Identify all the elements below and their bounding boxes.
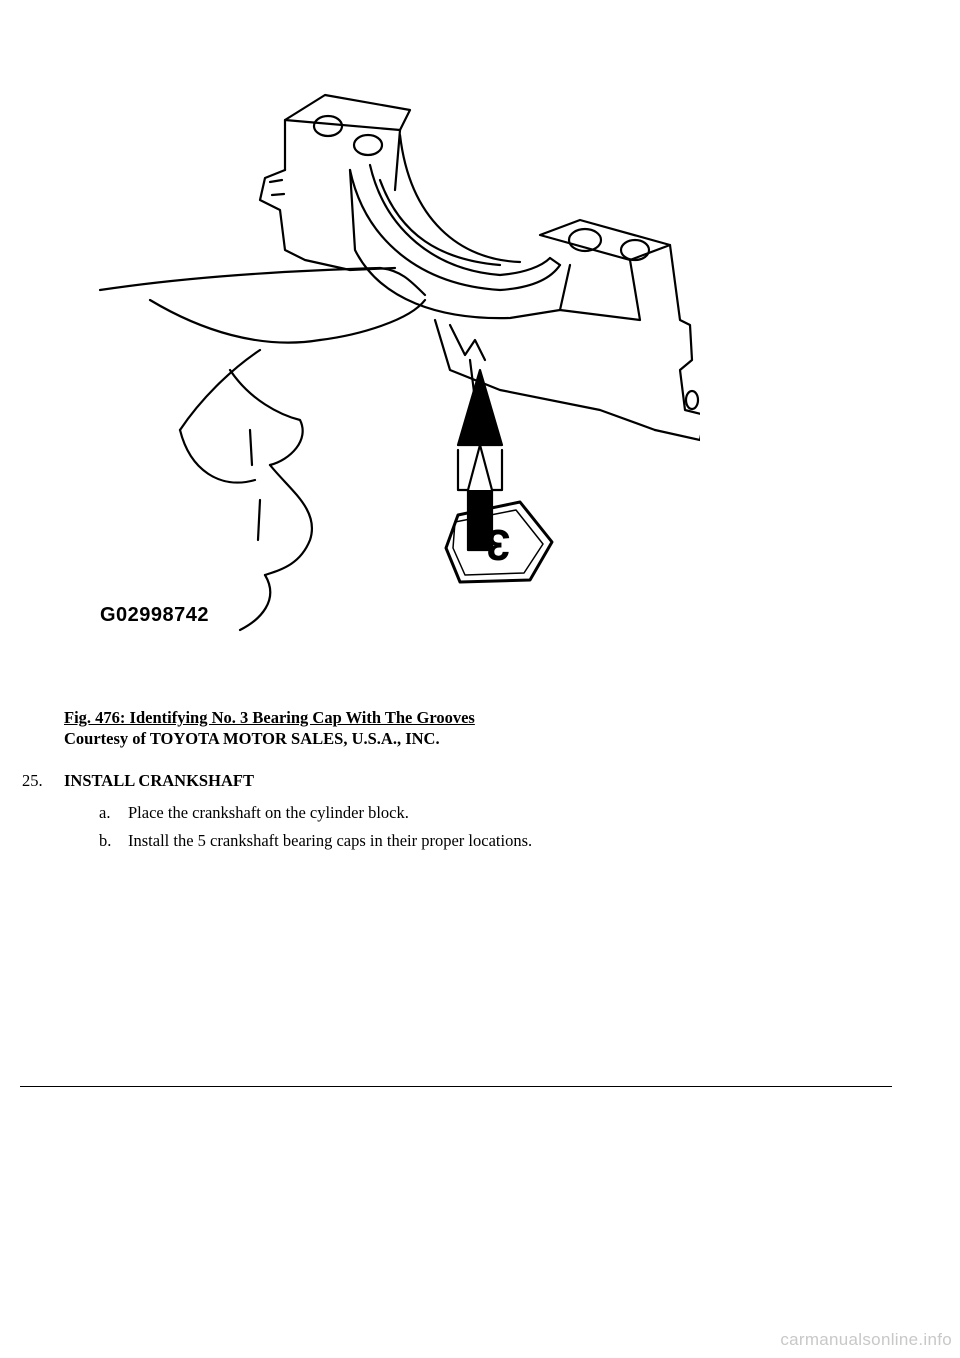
figure-title-link[interactable]: Fig. 476: Identifying No. 3 Bearing Cap With The Grooves [64, 708, 475, 727]
stamp-number: 3 [485, 520, 511, 569]
bearing-cap-illustration [80, 70, 700, 660]
page-divider [20, 1086, 892, 1087]
figure-code: G02998742 [100, 604, 210, 626]
bearing-cap-right-block [540, 220, 700, 440]
site-watermark: carmanualsonline.info [780, 1330, 952, 1349]
figure-caption [64, 707, 475, 749]
hand-outline [100, 268, 425, 630]
substep-text: Place the crankshaft on the cylinder block. [128, 803, 409, 822]
substep-letter: b. [99, 831, 112, 850]
substep-item [99, 799, 532, 827]
substep-text: Install the 5 crankshaft bearing caps in their proper locations. [128, 831, 533, 850]
bearing-shell [350, 135, 570, 318]
substep-list [99, 799, 532, 855]
cap-number-stamp-icon [446, 502, 552, 582]
substep-letter: a. [99, 803, 111, 822]
step-heading: INSTALL CRANKSHAFT [64, 771, 254, 790]
step-number: 25. [22, 771, 43, 790]
figure-courtesy: Courtesy of TOYOTA MOTOR SALES, U.S.A., INC. [64, 729, 440, 748]
procedure-step [22, 770, 254, 791]
substep-item [99, 827, 532, 855]
